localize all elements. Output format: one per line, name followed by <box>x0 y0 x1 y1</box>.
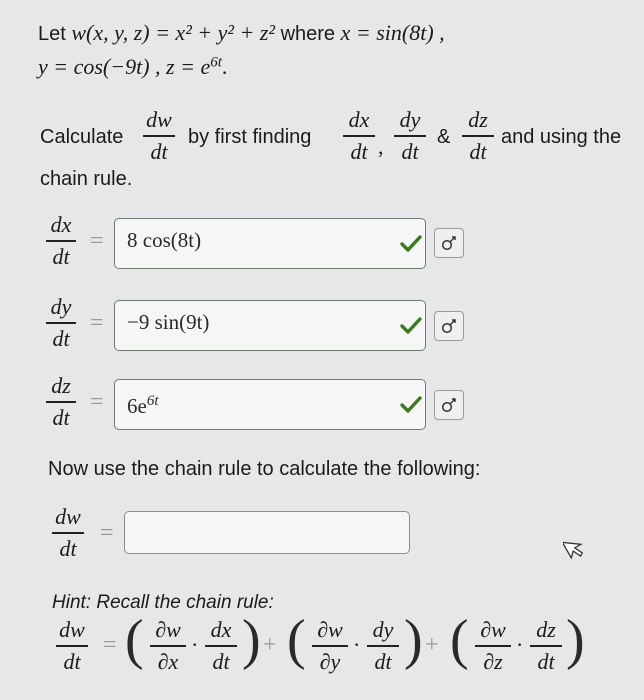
dy-dt-answer-field[interactable] <box>114 300 426 351</box>
dy-dt-answer: −9 sin(9t) <box>127 310 210 334</box>
frac-den: ∂z <box>483 648 503 674</box>
frac-den: dt <box>52 325 70 351</box>
frac-num: dy <box>399 107 421 132</box>
frac-num: dy <box>372 617 394 642</box>
dy-dt-label <box>46 295 76 351</box>
frac-den: dt <box>150 138 168 164</box>
dz-dt-answer-exp: 6t <box>146 393 159 409</box>
hint-dz-dt <box>530 618 562 674</box>
frac-num: dw <box>55 504 81 529</box>
formula-keyboard-button[interactable] <box>434 228 464 258</box>
frac-den: dt <box>52 243 70 269</box>
frac-num: dx <box>210 617 232 642</box>
frac-num: ∂w <box>480 617 506 642</box>
dx-dt-label <box>46 213 76 269</box>
frac-den: dt <box>401 138 419 164</box>
frac-den: dt <box>212 648 230 674</box>
frac-den: dt <box>469 138 487 164</box>
equals-sign: = <box>90 310 104 336</box>
now-use-text: Now use the chain rule to calculate the following: <box>48 458 481 480</box>
hint-dw-dt <box>56 618 88 674</box>
equals-sign: = <box>90 389 104 415</box>
w-function: w(x, y, z) = x² + y² + z² <box>71 20 275 45</box>
paren-open: ( <box>125 609 144 671</box>
dw-dt-answer-field[interactable] <box>124 511 410 554</box>
frac-den: dt <box>537 648 555 674</box>
ampersand: & <box>437 126 451 148</box>
formula-keyboard-button[interactable] <box>434 390 464 420</box>
hint-text <box>52 592 274 614</box>
z-exponent: 6t <box>210 54 222 71</box>
hint-label: Hint: Recall the chain rule: <box>52 592 274 613</box>
dw-dt-label <box>52 505 84 561</box>
plus-sign: + <box>425 632 439 658</box>
dx-dt-answer: 8 cos(8t) <box>127 228 202 252</box>
checkmark-icon <box>400 396 422 414</box>
frac-den: dt <box>59 535 77 561</box>
dot: · <box>516 632 524 657</box>
frac-den: dt <box>350 138 368 164</box>
frac-num: dw <box>59 617 85 642</box>
let-text: Let <box>38 23 66 45</box>
frac-den: dt <box>63 648 81 674</box>
hint-equals: = <box>103 632 117 658</box>
dx-dt-answer-field[interactable] <box>114 218 426 269</box>
cursor-arrow-icon <box>563 533 589 559</box>
equals-sign: = <box>90 228 104 254</box>
chain-rule-text: chain rule. <box>40 168 133 190</box>
x-definition: x = sin(8t) , <box>340 20 445 45</box>
hint-dw-dx <box>150 618 186 674</box>
frac-den: dt <box>52 404 70 430</box>
dz-dt-answer <box>127 393 159 419</box>
paren-close: ) <box>566 609 585 671</box>
dot: · <box>191 632 199 657</box>
by-first-finding-text: by first finding <box>188 126 312 148</box>
hint-dy-dt <box>367 618 399 674</box>
formula-keyboard-icon <box>440 234 458 252</box>
frac-den: dt <box>374 648 392 674</box>
calculate-text: Calculate <box>40 126 124 148</box>
frac-num: dz <box>468 107 488 132</box>
paren-open: ( <box>287 609 306 671</box>
formula-keyboard-icon <box>440 396 458 414</box>
checkmark-icon <box>400 317 422 335</box>
plus-sign: + <box>263 632 277 658</box>
formula-keyboard-icon <box>440 317 458 335</box>
frac-num: dw <box>146 107 172 132</box>
where-text: where <box>280 23 336 45</box>
dz-dt-label <box>46 374 76 430</box>
frac-num: ∂w <box>317 617 343 642</box>
frac-den: ∂x <box>157 648 179 674</box>
dw-dt-fraction <box>143 108 175 164</box>
paren-close: ) <box>242 609 261 671</box>
frac-num: dz <box>536 617 556 642</box>
problem-line-1 <box>38 20 445 46</box>
dz-dt-fraction <box>462 108 494 164</box>
dz-dt-answer-field[interactable] <box>114 379 426 430</box>
hint-dx-dt <box>205 618 237 674</box>
period: . <box>221 54 228 79</box>
dx-dt-fraction <box>343 108 375 164</box>
problem-line-2 <box>38 54 227 80</box>
frac-num: ∂w <box>155 617 181 642</box>
frac-den: ∂y <box>319 648 341 674</box>
paren-open: ( <box>450 609 469 671</box>
hint-dw-dz <box>475 618 511 674</box>
paren-close: ) <box>404 609 423 671</box>
frac-num: dy <box>50 294 72 319</box>
frac-num: dx <box>50 212 72 237</box>
hint-dw-dy <box>312 618 348 674</box>
checkmark-icon <box>400 235 422 253</box>
y-z-definition: y = cos(−9t) , z = e <box>38 54 211 79</box>
dy-dt-fraction <box>394 108 426 164</box>
dot: · <box>353 632 361 657</box>
dz-dt-answer-base: 6e <box>127 394 147 418</box>
comma: , <box>378 134 384 159</box>
frac-num: dz <box>51 373 71 398</box>
equals-sign: = <box>100 520 114 546</box>
frac-num: dx <box>348 107 370 132</box>
and-using-text: and using the <box>501 126 622 148</box>
formula-keyboard-button[interactable] <box>434 311 464 341</box>
